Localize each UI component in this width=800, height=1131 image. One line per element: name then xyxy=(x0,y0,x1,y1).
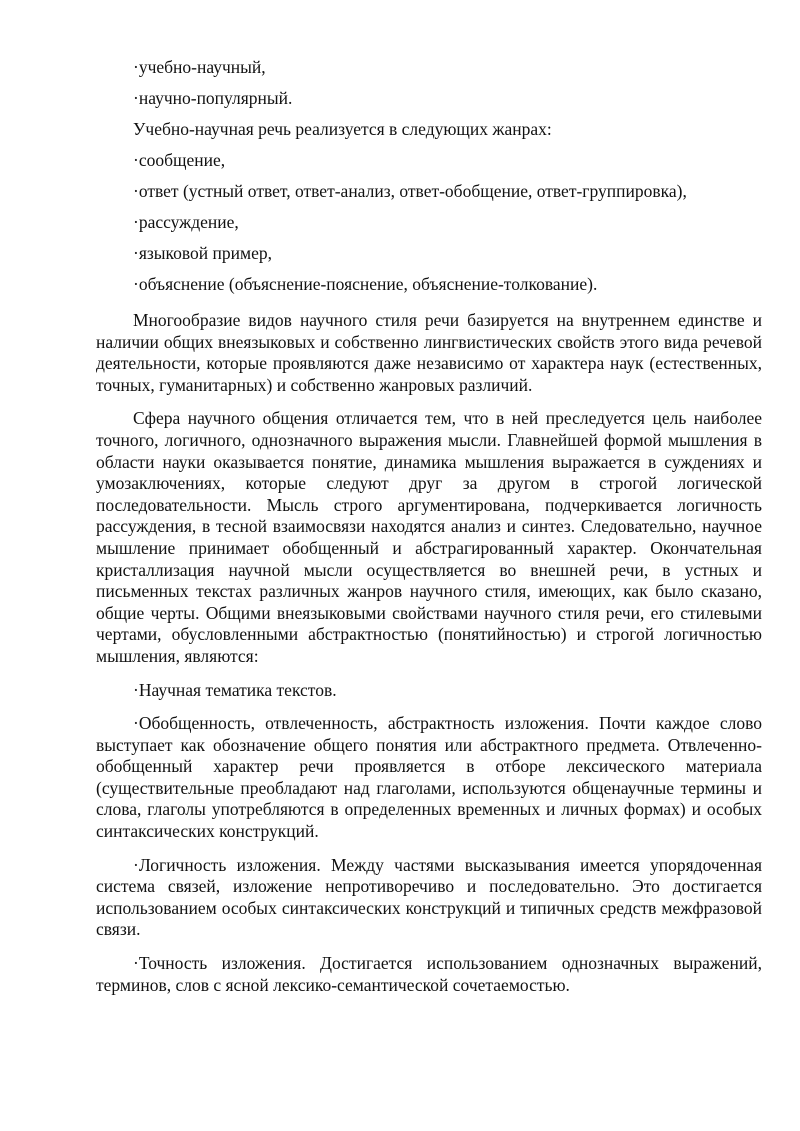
feature-logic: ·Логичность изложения. Между частями высказывания имеется упорядоченная система связей, изложение непротиворечиво и последовательно. Это достигается использованием особых синтаксических конструкций и типичных средств межфразовой связи. xyxy=(96,854,762,940)
list-item-reasoning: ·рассуждение, xyxy=(133,212,239,232)
feature-topics: ·Научная тематика текстов. xyxy=(133,679,337,700)
list-item-language-example: ·языковой пример, xyxy=(133,243,272,263)
list-item-popular-science: ·научно-популярный. xyxy=(133,88,293,108)
genres-intro: Учебно-научная речь реализуется в следующих жанрах: xyxy=(133,119,552,139)
list-item-educational-scientific: ·учебно-научный, xyxy=(133,57,266,77)
list-item-message: ·сообщение, xyxy=(133,150,226,170)
feature-abstraction: ·Обобщенность, отвлеченность, абстрактность изложения. Почти каждое слово выступает как обозначение общего понятия или абстрактного предмета. Отвлеченно-обобщенный характер речи проявляется в отборе лексического материала (существительные преобладают над глаголами, используются общенаучные термины и слова, глаголы употребляются в определенных временных и личных формах) и особых синтаксических конструкций. xyxy=(96,713,762,842)
feature-precision: ·Точность изложения. Достигается использованием однозначных выражений, терминов, слов с ясной лексико-семантической сочетаемостью. xyxy=(96,953,762,995)
paragraph-diversity: Многообразие видов научного стиля речи базируется на внутреннем единстве и наличии общих внеязыковых и собственно лингвистических свойств этого вида речевой деятельности, которые проявляются даже независимо от характера наук (естественных, точных, гуманитарных) и собственно жанровых различий. xyxy=(96,310,762,395)
list-item-answer: ·ответ (устный ответ, ответ-анализ, ответ-обобщение, ответ-группировка), xyxy=(133,181,687,201)
document-page xyxy=(96,52,762,996)
list-item-explanation: ·объяснение (объяснение-пояснение, объяснение-толкование). xyxy=(133,274,598,294)
paragraph-sphere: Сфера научного общения отличается тем, что в ней преследуется цель наиболее точного, логичного, однозначного выражения мысли. Главнейшей формой мышления в области науки оказывается понятие, динамика мышления выражается в суждениях и умозаключениях, которые следуют друг за другом в строгой логической последовательности. Мысль строго аргументирована, подчеркивается логичность рассуждения, в тесной взаимосвязи находятся анализ и синтез. Следовательно, научное мышление принимает обобщенный и абстрагированный характер. Окончательная кристаллизация научной мысли осуществляется во внешней речи, в устных и письменных текстах различных жанров научного стиля, имеющих, как было сказано, общие черты. Общими внеязыковыми свойствами научного стиля речи, его стилевыми чертами, обусловленными абстрактностью (понятийностью) и строгой логичностью мышления, являются: xyxy=(96,408,762,666)
